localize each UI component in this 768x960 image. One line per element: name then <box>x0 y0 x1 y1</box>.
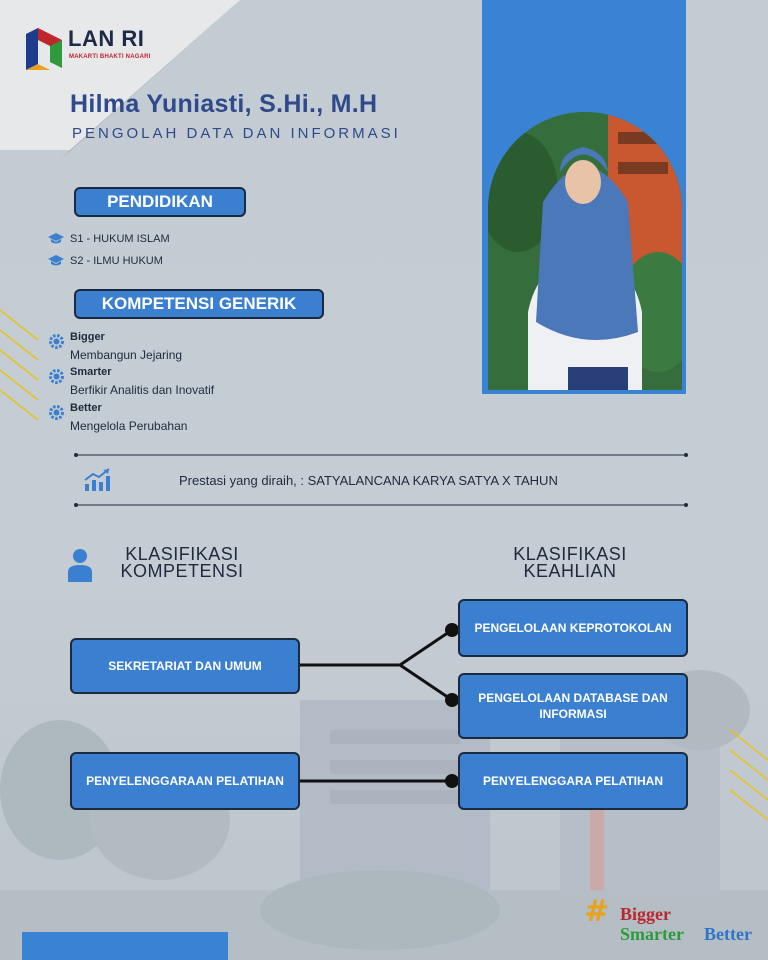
decorative-stripes-left <box>0 300 40 440</box>
pendidikan-heading: PENDIDIKAN <box>74 187 246 217</box>
competency-title: Smarter <box>70 366 112 378</box>
keahlian-box: PENYELENGGARA PELATIHAN <box>458 752 688 810</box>
gear-icon <box>48 404 65 421</box>
profile-photo <box>488 112 682 390</box>
gear-icon <box>48 368 65 385</box>
kompetensi-box: PENYELENGGARAAN PELATIHAN <box>70 752 300 810</box>
tagline-bigger: Bigger <box>620 904 671 924</box>
lan-logo-mark-icon <box>22 24 66 70</box>
gear-icon <box>48 333 65 350</box>
prestasi-divider-top <box>74 452 688 458</box>
lan-ri-logo <box>22 24 172 74</box>
klasifikasi-kompetensi-heading <box>112 546 252 580</box>
bigger-smarter-better-tagline <box>584 894 764 948</box>
logo-title: LAN RI <box>68 26 145 51</box>
heading-line: KOMPETENSI <box>120 561 244 581</box>
klasifikasi-keahlian-heading <box>500 546 640 580</box>
education-label: S1 - HUKUM ISLAM <box>70 233 170 245</box>
prestasi-text: Prestasi yang diraih, : SATYALANCANA KARYA SATYA X TAHUN <box>179 473 558 488</box>
keahlian-box: PENGELOLAAN KEPROTOKOLAN <box>458 599 688 657</box>
heading-line: KEAHLIAN <box>523 561 617 581</box>
decorative-stripes-right <box>730 720 768 840</box>
chart-growth-icon <box>83 468 111 492</box>
competency-title: Better <box>70 402 102 414</box>
graduation-cap-icon <box>48 255 64 267</box>
competency-desc: Membangun Jejaring <box>70 348 183 362</box>
logo-tagline: MAKARTI BHAKTI NAGARI <box>69 54 151 60</box>
heading-line: KLASIFIKASI <box>513 544 627 564</box>
graduation-cap-icon <box>48 233 64 245</box>
person-icon <box>68 548 92 582</box>
competency-desc: Mengelola Perubahan <box>70 419 188 433</box>
heading-line: KLASIFIKASI <box>125 544 239 564</box>
competency-desc: Berfikir Analitis dan Inovatif <box>70 383 215 397</box>
keahlian-box: PENGELOLAAN DATABASE DAN INFORMASI <box>458 673 688 739</box>
tagline-better: Better <box>704 924 752 944</box>
bottom-accent-bar <box>22 932 228 960</box>
profile-name: Hilma Yuniasti, S.Hi., M.H <box>70 90 378 118</box>
hash-icon: # <box>584 894 610 929</box>
profile-role: PENGOLAH DATA DAN INFORMASI <box>72 125 401 142</box>
competency-title: Bigger <box>70 331 105 343</box>
kompetensi-heading: KOMPETENSI GENERIK <box>74 289 324 319</box>
education-label: S2 - ILMU HUKUM <box>70 255 163 267</box>
prestasi-divider-bottom <box>74 502 688 508</box>
education-item <box>48 233 170 245</box>
education-item <box>48 255 163 267</box>
kompetensi-box: SEKRETARIAT DAN UMUM <box>70 638 300 694</box>
tagline-smarter: Smarter <box>620 924 684 944</box>
